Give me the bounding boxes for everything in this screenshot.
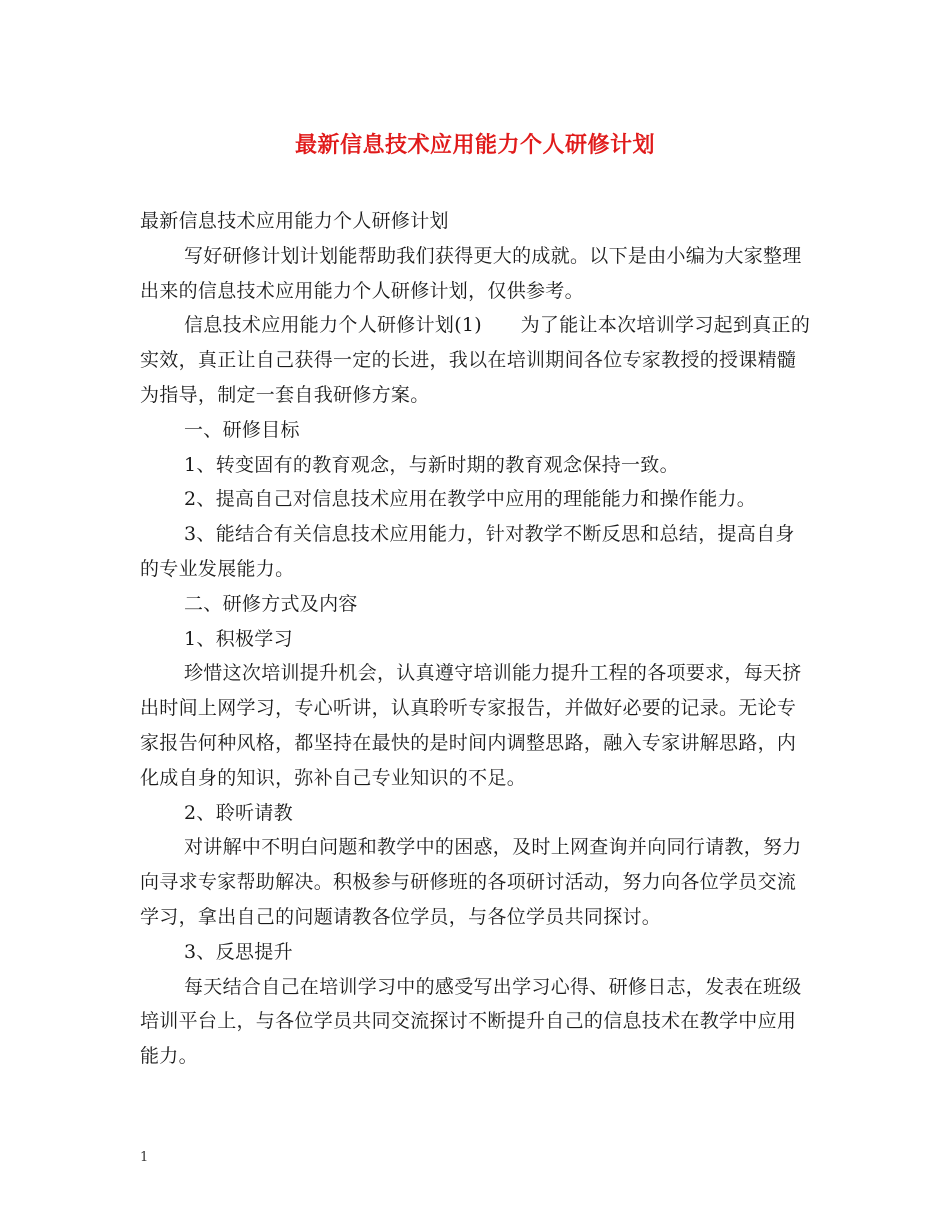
page-number: 1	[140, 1150, 149, 1165]
paragraph: 每天结合自己在培训学习中的感受写出学习心得、研修日志，发表在班级培训平台上，与各位学员共同交流探讨不断提升自己的信息技术在教学中应用能力。	[140, 975, 802, 1068]
paragraph: 二、研修方式及内容	[184, 592, 358, 615]
paragraph: 2、提高自己对信息技术应用在教学中应用的理能能力和操作能力。	[184, 488, 757, 511]
paragraph: 2、聆听请教	[184, 801, 293, 824]
document-title: 最新信息技术应用能力个人研修计划	[294, 132, 655, 158]
paragraph: 对讲解中不明白问题和教学中的困惑，及时上网查询并向同行请教，努力向寻求专家帮助解决。积极参与研修班的各项研讨活动，努力向各位学员交流学习，拿出自己的问题请教各位学员，与各位学员共同探讨。	[140, 836, 802, 928]
paragraph: 1、转变固有的教育观念，与新时期的教育观念保持一致。	[184, 453, 679, 476]
paragraph: 一、研修目标	[184, 418, 300, 441]
paragraph: 珍惜这次培训提升机会，认真遵守培训能力提升工程的各项要求，每天挤出时间上网学习，专心听讲，认真聆听专家报告，并做好必要的记录。无论专家报告何种风格，都坚持在最快的是时间内调整思路，融入专家讲解思路，内化成自身的知识，弥补自己专业知识的不足。	[140, 662, 802, 789]
paragraph: 3、反思提升	[184, 940, 293, 963]
paragraph: 信息技术应用能力个人研修计划(1) 为了能让本次培训学习起到真正的实效，真正让自己获得一定的长进，我以在培训期间各位专家教授的授课精髓为指导，制定一套自我研修方案。	[140, 314, 811, 406]
document-body	[140, 204, 812, 1074]
paragraph: 3、能结合有关信息技术应用能力，针对教学不断反思和总结，提高自身的专业发展能力。	[140, 523, 795, 580]
paragraph: 最新信息技术应用能力个人研修计划	[140, 210, 449, 232]
paragraph: 1、积极学习	[184, 627, 293, 650]
paragraph: 写好研修计划计划能帮助我们获得更大的成就。以下是由小编为大家整理出来的信息技术应用能力个人研修计划，仅供参考。	[140, 244, 802, 302]
